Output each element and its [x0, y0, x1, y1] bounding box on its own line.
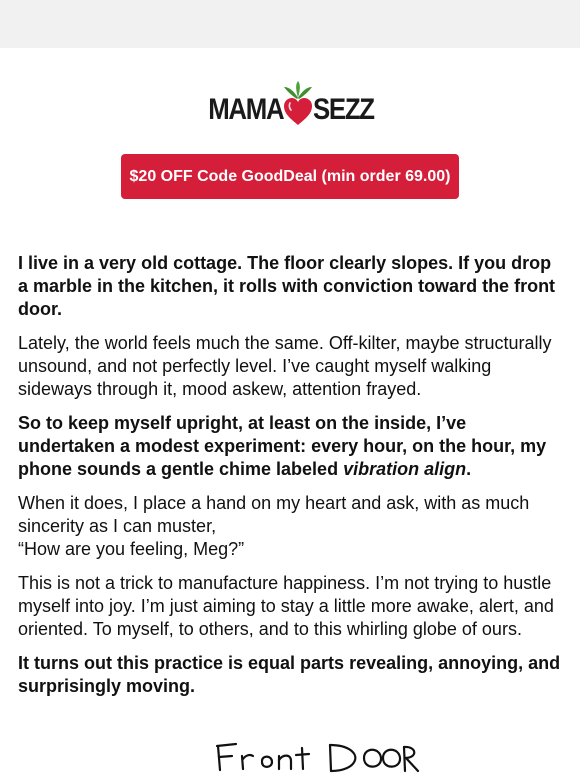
article-paragraph-5: This is not a trick to manufacture happiness. I’m not trying to hustle myself into joy. I’m just aiming to stay a little more awake, alert, and oriented. To myself, to others, and to this whirling globe of ours.: [18, 573, 554, 639]
article-paragraph-2: Lately, the world feels much the same. Off-kilter, maybe structurally unsound, and not perfectly level. I’ve caught myself walking sideways through it, mood askew, attention frayed.: [18, 333, 552, 399]
front-door-caption: Front DOOR: [0, 734, 6, 735]
logo-word-left: MAMA: [208, 93, 284, 126]
paragraph-3-text: So to keep myself upright, at least on the inside, I’ve undertaken a modest experiment: every hour, on the hour, my phone sounds a gentle chime labeled: [18, 413, 547, 479]
article-paragraph-3: [18, 412, 566, 481]
logo-word-right: SEZZ: [313, 93, 375, 126]
article-body: [18, 252, 566, 709]
mamasezz-logo[interactable]: [0, 78, 580, 130]
email-top-band: [0, 0, 580, 48]
beet-heart-icon: [281, 81, 315, 127]
article-paragraph-6: It turns out this practice is equal parts revealing, annoying, and surprisingly moving.: [18, 653, 561, 696]
promo-code-button[interactable]: $20 OFF Code GoodDeal (min order 69.00): [121, 154, 459, 199]
front-door-sketch: [0, 734, 580, 774]
article-paragraph-4: [18, 492, 566, 561]
article-paragraph-1: I live in a very old cottage. The floor clearly slopes. If you drop a marble in the kitchen, it rolls with conviction toward the front door.: [18, 253, 556, 319]
logo-lockup: [196, 81, 384, 127]
paragraph-4-quote: “How are you feeling, Meg?”: [18, 539, 245, 559]
paragraph-4-line-1: When it does, I place a hand on my heart and ask, with as much sincerity as I can muster,: [18, 493, 530, 536]
vibration-align-emphasis: vibration align: [343, 459, 467, 479]
front-door-handwriting: [217, 744, 418, 771]
paragraph-3-end: .: [466, 459, 472, 479]
